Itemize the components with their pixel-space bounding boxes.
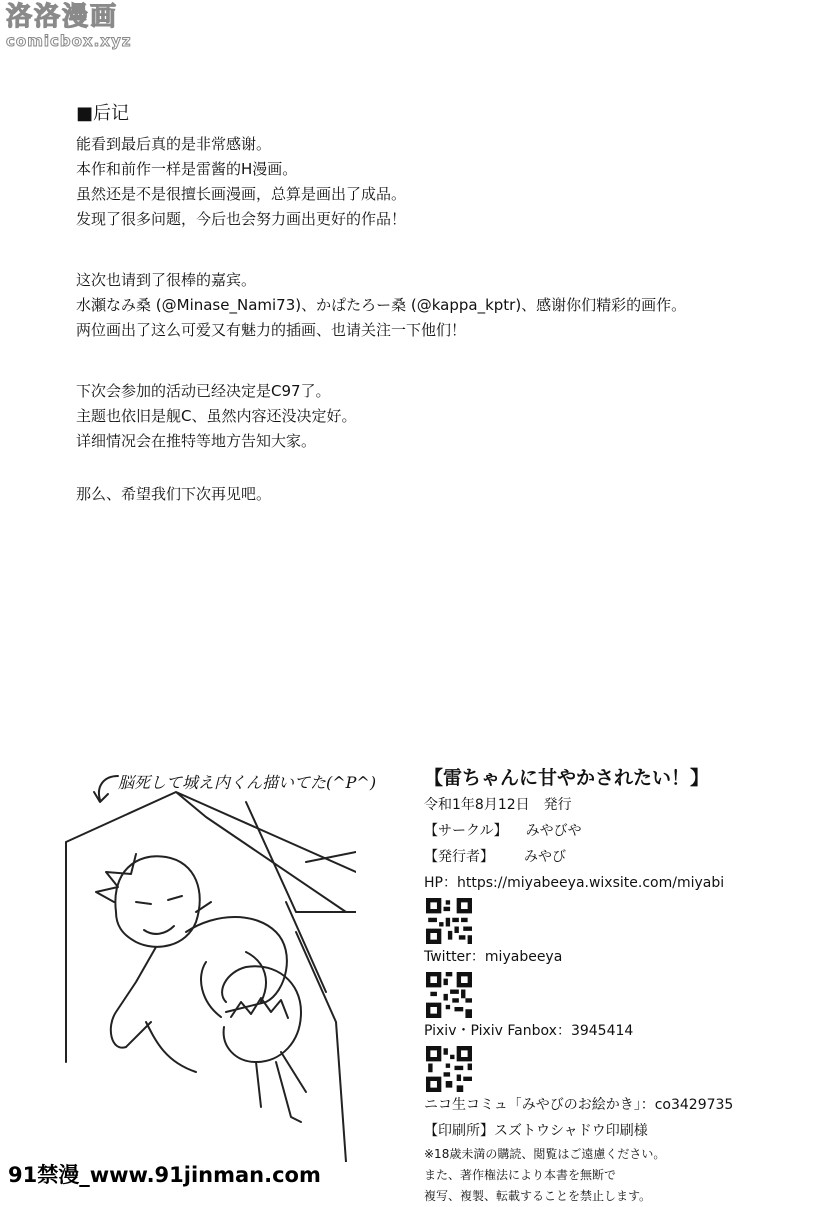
qr-code-icon [426, 972, 472, 1018]
pixiv-id[interactable]: Pixiv・Pixiv Fanbox：3945414 [424, 1023, 634, 1039]
circle-value: みやびや [525, 823, 582, 839]
afterword-paragraph [76, 379, 776, 454]
twitter-handle[interactable]: Twitter：miyabeeya [424, 949, 563, 965]
circle-label: 【サークル】 [424, 823, 508, 839]
legal-note: ※18歳未満の購読、閲覧はご遠慮ください。 [424, 1147, 666, 1161]
publish-date: 令和1年8月12日 発行 [424, 797, 572, 813]
text-line: 能看到最后真的是非常感谢。 [76, 135, 272, 153]
niconico-community[interactable]: ニコ生コミュ「みやびのお絵かき」：co3429735 [424, 1097, 734, 1113]
text-line: 这次也请到了很棒的嘉宾。 [76, 271, 257, 289]
text-line: 那么、希望我们下次再见吧。 [76, 485, 272, 503]
text-line: 虽然还是不是很擅长画漫画，总算是画出了成品。 [76, 185, 407, 203]
afterword-heading: ■后记 [76, 103, 130, 124]
watermark-bottom: 91禁漫_www.91jinman.com [0, 1158, 329, 1192]
publisher-label: 【発行者】 [424, 849, 494, 865]
book-title: 【雷ちゃんに甘やかされたい！】 [424, 767, 710, 789]
text-line: 详细情况会在推特等地方告知大家。 [76, 432, 317, 450]
watermark-url: comicbox.xyz [6, 32, 132, 50]
arrow-icon [94, 776, 118, 802]
afterword-paragraph [76, 482, 776, 507]
text-line: 本作和前作一样是雷酱的H漫画。 [76, 160, 298, 178]
afterword-paragraph [76, 132, 776, 232]
printer-credit: 【印刷所】スズトウシャドウ印刷様 [424, 1123, 648, 1139]
homepage-link[interactable]: HP：https://miyabeeya.wixsite.com/miyabi [424, 875, 725, 891]
qr-code-icon [426, 898, 472, 944]
watermark-top [6, 2, 136, 52]
colophon [424, 764, 824, 1207]
illustration-sketch [56, 762, 356, 1162]
text-line: 发现了很多问题，今后也会努力画出更好的作品！ [76, 210, 407, 228]
legal-note: 複写、複製、転載することを禁止します。 [424, 1189, 652, 1203]
legal-note: また、著作権法により本書を無断で [424, 1168, 617, 1182]
circle-row [424, 818, 824, 844]
text-line: 主题也依旧是舰C、虽然内容还没决定好。 [76, 407, 357, 425]
illustration-caption: 脳死して城え内くん描いてた(^P^) [118, 773, 377, 792]
publisher-row [424, 844, 824, 870]
text-line: 两位画出了这么可爱又有魅力的插画、也请关注一下他们！ [76, 321, 467, 339]
text-line: 水瀬なみ桑 (@Minase_Nami73)、かぱたろー桑 (@kappa_kptr)、感谢你们精彩的画作。 [76, 296, 687, 314]
publisher-value: みやび [524, 849, 566, 865]
afterword [76, 102, 776, 543]
text-line: 下次会参加的活动已经决定是C97了。 [76, 382, 331, 400]
afterword-paragraph [76, 268, 776, 343]
qr-code-icon [426, 1046, 472, 1092]
watermark-logo: 洛洛漫画 [6, 2, 119, 32]
